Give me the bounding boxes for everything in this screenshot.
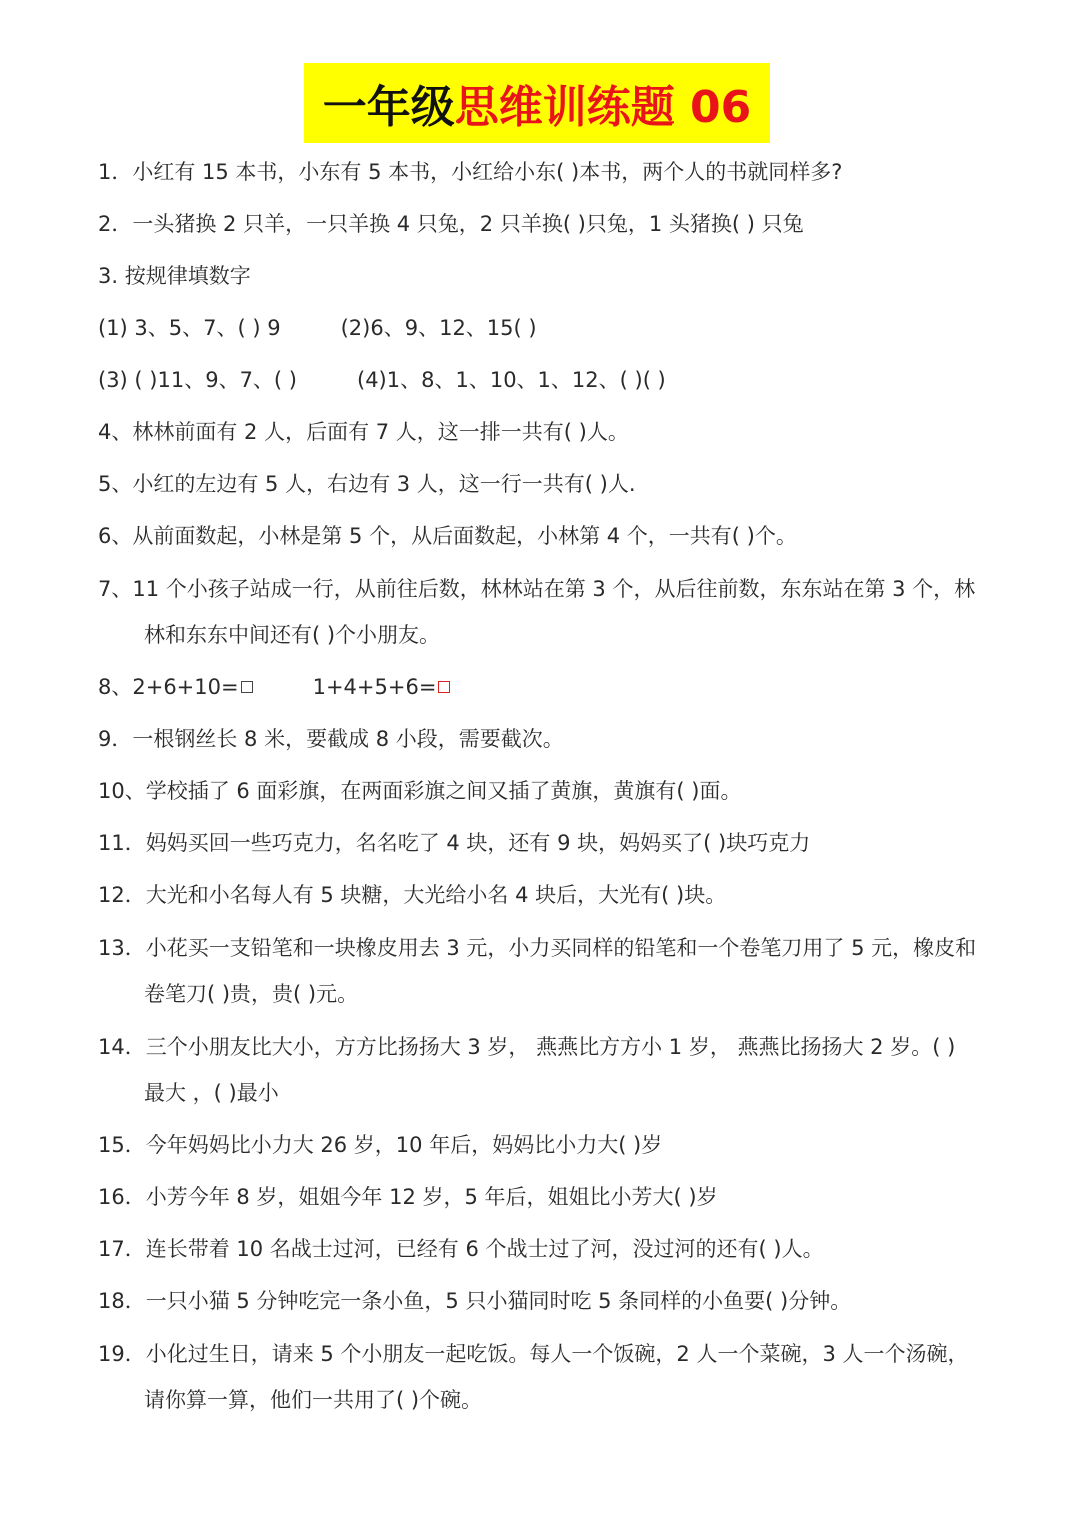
- question-16: 16．小芳今年 8 岁，姐姐今年 12 岁，5 年后，姐姐比小芳大( )岁: [98, 1185, 718, 1209]
- question-14-line-1: 14．三个小朋友比大小，方方比扬扬大 3 岁， 燕燕比方方小 1 岁， 燕燕比扬扬大 2 岁。( ): [98, 1035, 956, 1059]
- title-grade: 一年级: [322, 82, 455, 133]
- question-18: 18．一只小猫 5 分钟吃完一条小鱼，5 只小猫同时吃 5 条同样的小鱼要( )分钟。: [98, 1289, 852, 1313]
- question-3: 3. 按规律填数字: [98, 264, 251, 288]
- worksheet-title: [304, 63, 770, 143]
- question-19: [98, 1331, 992, 1423]
- question-7-line-1: 7、11 个小孩子站成一行，从前往后数，林林站在第 3 个，从后往前数，东东站在第 3 个，林: [98, 577, 976, 601]
- question-8: [98, 675, 992, 699]
- question-2: 2．一头猪换 2 只羊，一只羊换 4 只兔，2 只羊换( )只兔，1 头猪换( ) 只兔: [98, 212, 804, 236]
- question-1: 1．小红有 15 本书，小东有 5 本书，小红给小东( )本书，两个人的书就同样多?: [98, 160, 843, 184]
- answer-box: [241, 681, 253, 693]
- question-13-line-2: 卷笔刀( )贵，贵( )元。: [144, 982, 359, 1006]
- question-3-row-1: [98, 316, 992, 340]
- question-10: 10、学校插了 6 面彩旗，在两面彩旗之间又插了黄旗，黄旗有( )面。: [98, 779, 742, 803]
- question-12: 12．大光和小名每人有 5 块糖，大光给小名 4 块后，大光有( )块。: [98, 883, 727, 907]
- question-7: [98, 566, 992, 658]
- question-6: 6、从前面数起，小林是第 5 个，从后面数起，小林第 4 个，一共有( )个。: [98, 524, 797, 548]
- question-14-line-2: 最大 ，( )最小: [144, 1081, 279, 1105]
- question-8-part-2: 1+4+5+6=: [312, 675, 437, 699]
- question-3-row-2: [98, 368, 992, 392]
- question-8-part-1: 8、2+6+10=: [98, 675, 239, 699]
- question-14: [98, 1024, 992, 1116]
- question-4: 4、林林前面有 2 人，后面有 7 人，这一排一共有( )人。: [98, 420, 629, 444]
- question-3-part-3: (3) ( )11、9、7、( ): [98, 368, 297, 392]
- question-9: 9．一根钢丝长 8 米，要截成 8 小段，需要截次。: [98, 727, 564, 751]
- question-13-line-1: 13．小花买一支铅笔和一块橡皮用去 3 元，小力买同样的铅笔和一个卷笔刀用了 5 元，橡皮和: [98, 936, 977, 960]
- question-3-part-2: (2)6、9、12、15( ): [340, 316, 537, 340]
- question-19-line-1: 19．小化过生日，请来 5 个小朋友一起吃饭。每人一个饭碗，2 人一个菜碗，3 人一个汤碗，: [98, 1342, 969, 1366]
- question-19-line-2: 请你算一算，他们一共用了( )个碗。: [144, 1388, 483, 1412]
- question-11: 11．妈妈买回一些巧克力，名名吃了 4 块，还有 9 块，妈妈买了( )块巧克力: [98, 831, 811, 855]
- answer-box-red: [438, 681, 450, 693]
- question-7-line-2: 林和东东中间还有( )个小朋友。: [144, 623, 441, 647]
- title-topic: 思维训练题 06: [454, 82, 752, 133]
- question-15: 15．今年妈妈比小力大 26 岁，10 年后，妈妈比小力大( )岁: [98, 1133, 663, 1157]
- question-13: [98, 925, 992, 1017]
- question-5: 5、小红的左边有 5 人，右边有 3 人，这一行一共有( )人.: [98, 472, 636, 496]
- question-17: 17．连长带着 10 名战士过河，已经有 6 个战士过了河，没过河的还有( )人。: [98, 1237, 824, 1261]
- question-3-part-4: (4)1、8、1、10、1、12、( )( ): [357, 368, 666, 392]
- question-3-part-1: (1) 3、5、7、( ) 9: [98, 316, 281, 340]
